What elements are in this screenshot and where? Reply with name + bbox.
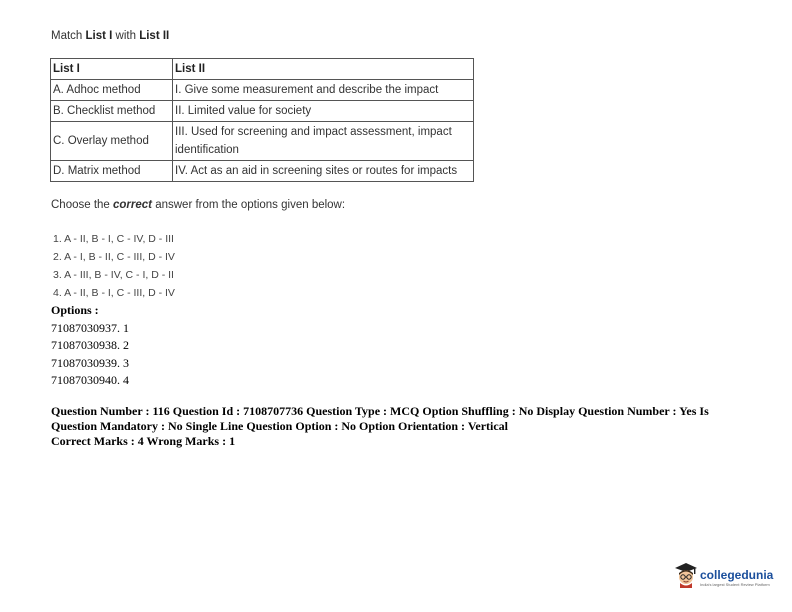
table-row (51, 161, 474, 182)
list2-cell: IV. Act as an aid in screening sites or routes for impacts (173, 161, 474, 182)
logo-brand: collegedunia (700, 567, 774, 582)
meta-line-2: Correct Marks : 4 Wrong Marks : 1 (51, 434, 236, 448)
graduate-mascot-icon (674, 562, 698, 592)
table-row (51, 80, 474, 101)
answer-choices (53, 230, 175, 302)
header-list1: List I (51, 59, 173, 80)
option-id-item: 71087030939. 3 (51, 355, 129, 370)
options-block (51, 302, 129, 390)
table-row (51, 101, 474, 122)
choice-item: 1. A - II, B - I, C - IV, D - III (53, 233, 174, 245)
choose-instruction: Choose the correct answer from the options given below: (51, 199, 346, 211)
list2-cell: I. Give some measurement and describe the impact (173, 80, 474, 101)
collegedunia-logo (674, 562, 773, 592)
list1-cell: B. Checklist method (51, 101, 173, 122)
question-title: Match List I with List II (51, 30, 170, 42)
table-header-row (51, 59, 474, 80)
choice-item: 4. A - II, B - I, C - III, D - IV (53, 287, 175, 299)
option-id-item: 71087030938. 2 (51, 338, 129, 352)
option-id-item: 71087030937. 1 (51, 320, 129, 335)
header-list2: List II (173, 59, 474, 80)
list1-cell: A. Adhoc method (51, 80, 173, 101)
title-list2: List II (139, 30, 170, 42)
list2-cell: II. Limited value for society (173, 101, 474, 122)
options-header: Options : (51, 303, 99, 317)
choice-item: 2. A - I, B - II, C - III, D - IV (53, 251, 175, 263)
choose-emphasis: correct (113, 199, 153, 211)
list1-cell: C. Overlay method (51, 122, 173, 161)
list1-cell: D. Matrix method (51, 161, 173, 182)
logo-tagline: India's largest Student Review Platform (700, 581, 770, 587)
question-meta (51, 404, 751, 449)
option-id-item: 71087030940. 4 (51, 373, 129, 387)
title-list1: List I (85, 30, 113, 42)
list2-cell: III. Used for screening and impact assessment, impact identification (173, 122, 474, 161)
table-row (51, 122, 474, 161)
choice-item: 3. A - III, B - IV, C - I, D - II (53, 269, 174, 281)
match-table (50, 58, 474, 182)
meta-line-1: Question Number : 116 Question Id : 7108707736 Question Type : MCQ Option Shuffling : No Display Question Number : Yes Is Question Mandatory : No Single Line Question Option : No Option Orientation : Vertical (51, 404, 709, 433)
